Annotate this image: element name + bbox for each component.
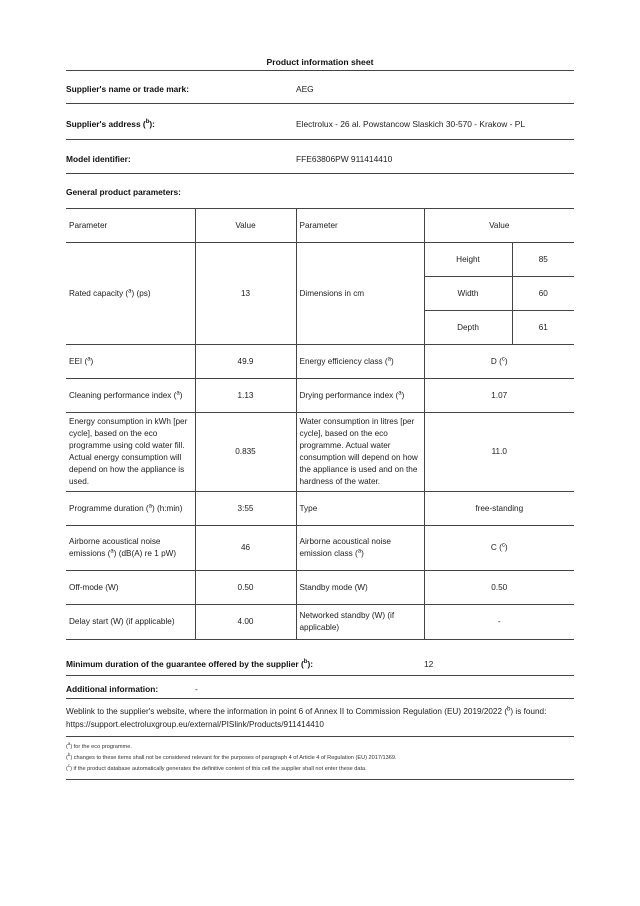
- table-row: [66, 243, 574, 277]
- off-mode-value: 0.50: [195, 571, 296, 605]
- additional-info-value: -: [195, 684, 198, 694]
- standby-mode-value: 0.50: [424, 571, 574, 605]
- supplier-address-label: Supplier's address ($^b$):: [66, 119, 155, 129]
- type-value: free-standing: [424, 492, 574, 526]
- drying-index-value: 1.07: [424, 379, 574, 413]
- energy-class-value: D ($^c$): [424, 345, 574, 379]
- supplier-address-value: Electrolux - 26 al. Powstancow Slaskich 30-570 - Krakow - PL: [296, 119, 526, 129]
- width-value: 60: [512, 277, 574, 311]
- depth-value: 61: [512, 311, 574, 345]
- noise-class-value: C ($^c$): [424, 526, 574, 571]
- eei-value: 49.9: [195, 345, 296, 379]
- energy-consumption-label: Energy consumption in kWh [per cycle], based on the eco programme using cold water fill. Actual energy consumption will depend on how the appliance is used.: [66, 413, 195, 492]
- table-row: [66, 413, 574, 492]
- footnotes: [66, 742, 574, 775]
- type-label: Type: [296, 492, 424, 526]
- footnote-a: ($^a$) for the eco programme.: [66, 741, 132, 750]
- height-value: 85: [512, 243, 574, 277]
- dimensions-label: Dimensions in cm: [296, 243, 424, 345]
- table-row: [66, 571, 574, 605]
- model-identifier-value: FFE63806PW 911414410: [296, 154, 393, 164]
- table-row: [66, 492, 574, 526]
- delay-start-label: Delay start (W) (if applicable): [66, 605, 195, 640]
- weblink-text: Weblink to the supplier's website, where the information in point 6 of Annex II to Commission Regulation (EU) 2019/2022 ($^b$) is found: https://support.electroluxgroup.eu/external/PISlink/Products/911414410: [66, 706, 547, 729]
- supplier-name-value: AEG: [296, 84, 314, 94]
- programme-duration-label: Programme duration ($^a$) (h:min): [66, 492, 195, 526]
- networked-standby-value: -: [424, 605, 574, 640]
- standby-mode-label: Standby mode (W): [296, 571, 424, 605]
- divider: [66, 675, 574, 676]
- table-header-row: [66, 209, 574, 243]
- footnote-b: ($^b$) changes to these items shall not be considered relevant for the purposes of paragraph 4 of Article 4 of Regulation (EU) 2017/1369.: [66, 752, 397, 761]
- divider: [66, 173, 574, 174]
- noise-emissions-value: 46: [195, 526, 296, 571]
- noise-emissions-label: Airborne acoustical noise emissions ($^a$) (dB(A) re 1 pW): [66, 526, 195, 571]
- divider: [66, 139, 574, 140]
- noise-class-label: Airborne acoustical noise emission class ($^a$): [296, 526, 424, 571]
- drying-index-label: Drying performance index ($^a$): [296, 379, 424, 413]
- energy-class-label: Energy efficiency class ($^a$): [296, 345, 424, 379]
- eei-label: EEI ($^a$): [66, 345, 195, 379]
- width-label: Width: [424, 277, 512, 311]
- general-parameters-label: General product parameters:: [66, 187, 181, 197]
- rated-capacity-value: 13: [195, 243, 296, 345]
- page-title: Product information sheet: [266, 57, 374, 67]
- guarantee-label: Minimum duration of the guarantee offered by the supplier ($^b$):: [66, 659, 314, 669]
- energy-consumption-value: 0.835: [195, 413, 296, 492]
- table-row: [66, 605, 574, 640]
- divider: [66, 70, 574, 71]
- header-parameter: Parameter: [66, 209, 195, 243]
- divider: [66, 779, 574, 780]
- table-row: [66, 379, 574, 413]
- programme-duration-value: 3:55: [195, 492, 296, 526]
- rated-capacity-label: Rated capacity ($^a$) (ps): [66, 243, 195, 345]
- supplier-name-label: Supplier's name or trade mark:: [66, 84, 190, 94]
- cleaning-index-label: Cleaning performance index ($^a$): [66, 379, 195, 413]
- additional-info-label: Additional information:: [66, 684, 159, 694]
- off-mode-label: Off-mode (W): [66, 571, 195, 605]
- networked-standby-label: Networked standby (W) (if applicable): [296, 605, 424, 640]
- cleaning-index-value: 1.13: [195, 379, 296, 413]
- height-label: Height: [424, 243, 512, 277]
- header-parameter: Parameter: [296, 209, 424, 243]
- guarantee-value: 12: [424, 659, 434, 669]
- divider: [66, 698, 574, 699]
- model-identifier-label: Model identifier:: [66, 154, 131, 164]
- water-consumption-label: Water consumption in litres [per cycle], based on the eco programme. Actual water consumption will depend on how the appliance is used and on the hardness of the water.: [296, 413, 424, 492]
- footnote-c: ($^c$) if the product database automatically generates the definitive content of this cell the supplier shall not enter these data.: [66, 763, 367, 772]
- delay-start-value: 4.00: [195, 605, 296, 640]
- header-value: Value: [424, 209, 574, 243]
- parameters-table: [66, 208, 574, 640]
- divider: [66, 103, 574, 104]
- water-consumption-value: 11.0: [424, 413, 574, 492]
- depth-label: Depth: [424, 311, 512, 345]
- divider: [66, 736, 574, 737]
- table-row: [66, 526, 574, 571]
- header-value: Value: [195, 209, 296, 243]
- table-row: [66, 345, 574, 379]
